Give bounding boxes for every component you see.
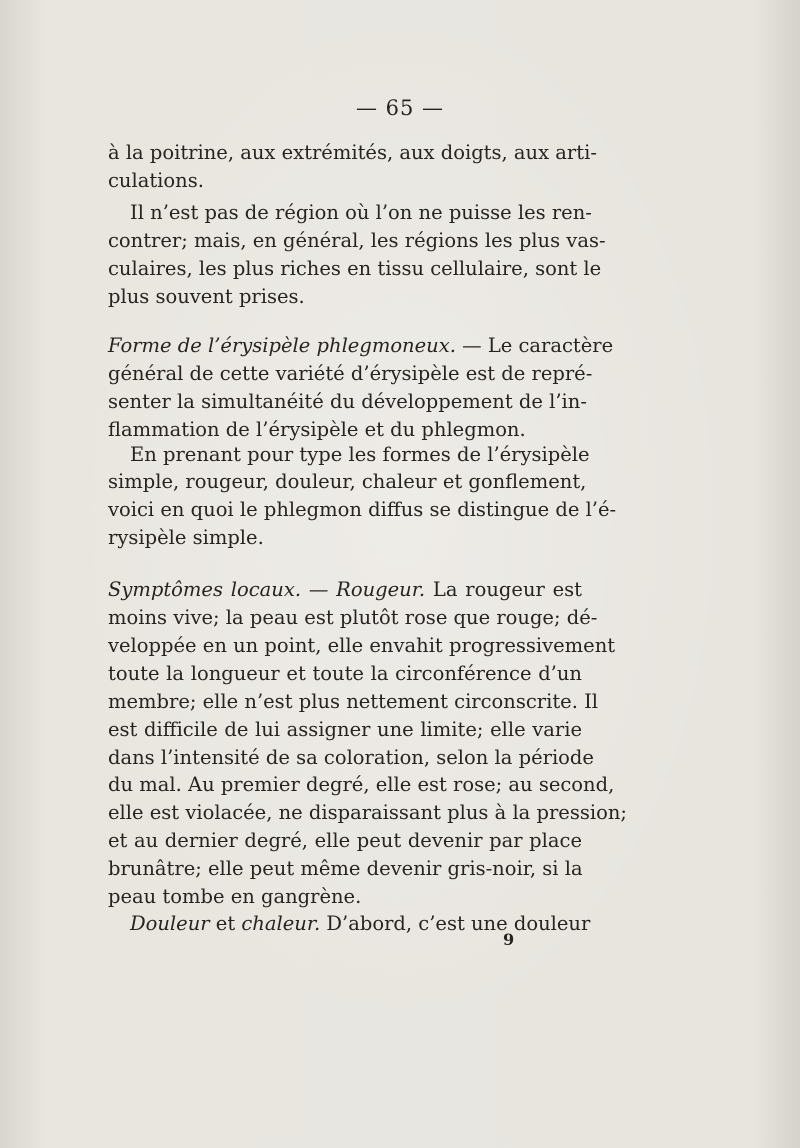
- section-heading: chaleur.: [241, 912, 321, 935]
- text-line: En prenant pour type les formes de l’érysipèle: [130, 443, 590, 466]
- page-number: — 65 —: [355, 96, 445, 120]
- text-line: simple, rougeur, douleur, chaleur et gonflement,: [108, 470, 587, 493]
- text-line: dans l’intensité de sa coloration, selon la période: [108, 746, 594, 769]
- text-line: plus souvent prises.: [108, 285, 305, 308]
- text-line: peau tombe en gangrène.: [108, 885, 362, 908]
- text-line: membre; elle n’est plus nettement circonscrite. Il: [108, 690, 599, 713]
- section-heading-line: Forme de l’érysipèle phlegmoneux. — Le caractère: [108, 334, 614, 357]
- text-line: général de cette variété d’érysipèle est de repré-: [108, 362, 593, 385]
- section-heading: Douleur: [130, 912, 210, 935]
- section-heading-line: Douleur et chaleur. D’abord, c’est une douleur: [130, 912, 591, 935]
- text-line: moins vive; la peau est plutôt rose que rouge; dé-: [108, 606, 598, 629]
- text-line: brunâtre; elle peut même devenir gris-noir, si la: [108, 857, 583, 880]
- text-line: culations.: [108, 169, 204, 192]
- text-line: rysipèle simple.: [108, 526, 264, 549]
- text-line: du mal. Au premier degré, elle est rose; au second,: [108, 773, 615, 796]
- text-line: est difficile de lui assigner une limite; elle varie: [108, 718, 582, 741]
- section-heading: Forme de l’érysipèle phlegmoneux.: [108, 334, 456, 357]
- text-line: culaires, les plus riches en tissu cellulaire, sont le: [108, 257, 602, 280]
- text-line: voici en quoi le phlegmon diffus se distingue de l’é-: [108, 498, 617, 521]
- section-heading-line: Symptômes locaux. — Rougeur. La rougeur est: [108, 578, 583, 601]
- text-line: et au dernier degré, elle peut devenir par place: [108, 829, 582, 852]
- text-line: contrer; mais, en général, les régions les plus vas-: [108, 229, 606, 252]
- signature-mark: 9: [503, 930, 515, 949]
- text-line: flammation de l’érysipèle et du phlegmon.: [108, 418, 526, 441]
- text-line: elle est violacée, ne disparaissant plus à la pression;: [108, 801, 627, 824]
- text-line: veloppée en un point, elle envahit progressivement: [108, 634, 616, 657]
- section-heading: Symptômes locaux. — Rougeur.: [108, 578, 426, 601]
- text-line: toute la longueur et toute la circonférence d’un: [108, 662, 582, 685]
- text-line: Il n’est pas de région où l’on ne puisse les ren-: [130, 201, 592, 224]
- text-line: senter la simultanéité du développement de l’in-: [108, 390, 587, 413]
- text-line: à la poitrine, aux extrémités, aux doigts, aux arti-: [108, 141, 597, 164]
